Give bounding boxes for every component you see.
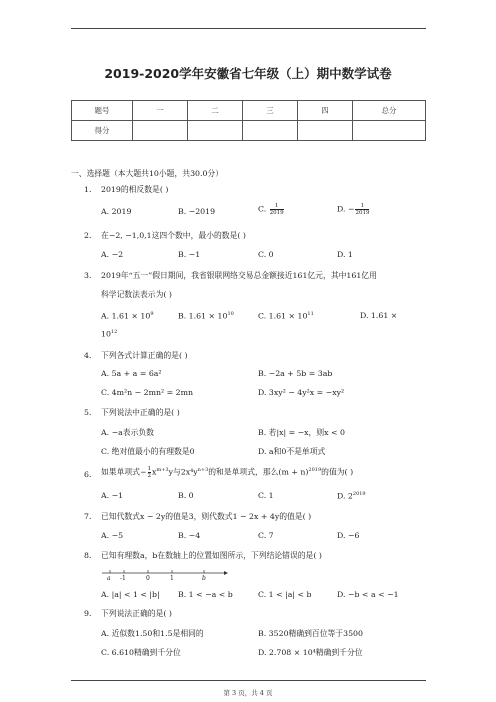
nl-label-0: 0 bbox=[146, 575, 150, 582]
question-text: 下列各式计算正确的是( ) bbox=[101, 351, 188, 360]
exponent: m+3 bbox=[156, 467, 169, 473]
fraction-numerator: 1 bbox=[147, 466, 152, 473]
question-text: 在−2, −1,0,1这四个数中，最小的数是( ) bbox=[101, 231, 246, 240]
table-cell: 题号 bbox=[72, 101, 133, 121]
option-b: B. 3520精确到百位等于3500 bbox=[258, 629, 363, 638]
exponent: n+3 bbox=[197, 467, 209, 473]
tick-marks bbox=[110, 570, 204, 573]
option-a: A. −5 bbox=[101, 531, 124, 540]
nl-label-a: a bbox=[107, 575, 111, 582]
option-d: D. a和0不是单项式 bbox=[258, 447, 326, 456]
question-text: 2019年“五一”假日期间，我省银联网络交易总金额接近161亿元，其中161亿用 bbox=[101, 271, 377, 280]
table-cell: 二 bbox=[188, 101, 243, 121]
page-footer: 第 3 页，共 4 页 bbox=[223, 689, 273, 697]
question-text: 下列说法中正确的是( ) bbox=[101, 408, 180, 417]
table-cell: 四 bbox=[298, 101, 353, 121]
exponent: 2019 bbox=[352, 491, 366, 497]
question-number: 1. bbox=[84, 185, 92, 194]
option-c: C. 1 bbox=[258, 491, 274, 500]
table-cell bbox=[133, 121, 188, 141]
question-number: 7. bbox=[84, 512, 92, 521]
table-cell bbox=[353, 121, 426, 141]
option-b-label: B. 1.61 × 10 bbox=[178, 311, 228, 321]
option-b: B. −1 bbox=[178, 250, 201, 259]
option-c-label: C. bbox=[258, 204, 269, 214]
option-d-label: D. − bbox=[337, 204, 355, 214]
table-cell: 总分 bbox=[353, 101, 426, 121]
table-row bbox=[72, 101, 426, 121]
option-a: A. −2 bbox=[101, 250, 124, 259]
exponent: 9 bbox=[150, 311, 154, 317]
option-c: C. 7 bbox=[258, 531, 274, 540]
table-cell: 三 bbox=[243, 101, 298, 121]
option-b: B. −4 bbox=[178, 531, 201, 540]
fraction bbox=[270, 203, 284, 216]
option-b: B. −2019 bbox=[178, 207, 216, 216]
q6-text-post: y与2x⁴y bbox=[168, 467, 198, 477]
exponent: 11 bbox=[307, 311, 314, 317]
q6-text-fin: 的值为( ) bbox=[321, 467, 354, 477]
fraction-denominator: 2 bbox=[147, 473, 152, 480]
table-cell bbox=[243, 121, 298, 141]
nl-label-1: 1 bbox=[170, 575, 174, 582]
question-number: 4. bbox=[84, 351, 92, 360]
option-a: A. −a表示负数 bbox=[101, 428, 154, 437]
table-cell: 得分 bbox=[72, 121, 133, 141]
question-number: 8. bbox=[84, 551, 92, 560]
question-number: 3. bbox=[84, 271, 92, 280]
fraction-numerator: 1 bbox=[274, 203, 279, 209]
nl-label-neg1: -1 bbox=[120, 575, 126, 582]
question-text: 已知代数式x − 2y的值是3，则代数式1 − 2x + 4y的值是( ) bbox=[101, 512, 312, 521]
question-text: 下列说法正确的是( ) bbox=[101, 609, 172, 618]
table-cell bbox=[188, 121, 243, 141]
option-b bbox=[178, 311, 234, 321]
option-c bbox=[258, 311, 314, 321]
exponent: 12 bbox=[110, 329, 118, 335]
option-d-tail: 10 bbox=[101, 329, 111, 339]
option-c: C. 6.610精确到千分位 bbox=[101, 648, 181, 657]
option-d-cont bbox=[101, 329, 117, 339]
question-text bbox=[101, 465, 353, 479]
option-d: D. −6 bbox=[337, 531, 360, 540]
nl-label-b: b bbox=[202, 575, 206, 582]
option-a bbox=[101, 311, 154, 321]
page-title: 2019-2020学年安徽省七年级（上）期中数学试卷 bbox=[104, 66, 392, 81]
top-rule bbox=[71, 28, 426, 29]
option-d bbox=[337, 491, 366, 501]
option-a: A. |a| < 1 < |b| bbox=[101, 590, 160, 599]
option-d: D. −b < a < −1 bbox=[337, 590, 399, 599]
option-d: D. 1.61 × bbox=[360, 311, 398, 320]
option-b: B. 0 bbox=[178, 491, 194, 500]
arrow-icon bbox=[224, 571, 228, 575]
option-b: B. −2a + 5b = 3ab bbox=[258, 369, 333, 378]
option-d: D. 3xy² − 4y²x = −xy² bbox=[258, 388, 345, 397]
option-a-label: A. 1.61 × 10 bbox=[101, 311, 151, 321]
table-cell bbox=[298, 121, 353, 141]
option-c bbox=[258, 203, 285, 216]
option-c: C. 4m²n − 2mn² = 2mn bbox=[101, 388, 194, 397]
fraction-denominator: 2019 bbox=[269, 210, 284, 216]
question-number: 6. bbox=[84, 470, 92, 479]
question-number: 2. bbox=[84, 231, 92, 240]
option-d: D. 2.708 × 10⁴精确到千分位 bbox=[258, 648, 363, 657]
option-c: C. 0 bbox=[258, 250, 274, 259]
option-b: B. 若|x| = −x，则x < 0 bbox=[258, 428, 345, 437]
option-c: C. 1 < |a| < b bbox=[258, 590, 312, 599]
table-row bbox=[72, 121, 426, 141]
table-cell: 一 bbox=[133, 101, 188, 121]
question-text-cont: 科学记数法表示为( ) bbox=[101, 290, 172, 299]
option-d-label: D. 2 bbox=[337, 491, 353, 501]
option-b: B. 1 < −a < b bbox=[178, 590, 233, 599]
fraction bbox=[148, 466, 152, 479]
section-heading: 一、选择题（本大题共10小题，共30.0分） bbox=[71, 169, 224, 178]
option-a: A. 2019 bbox=[101, 207, 132, 216]
question-text: 2019的相反数是( ) bbox=[101, 185, 169, 194]
fraction-denominator: 2019 bbox=[355, 210, 370, 216]
exponent: 10 bbox=[227, 311, 234, 317]
option-d bbox=[337, 203, 370, 216]
option-a: A. −1 bbox=[101, 491, 124, 500]
question-number: 5. bbox=[84, 408, 92, 417]
score-table bbox=[71, 100, 426, 141]
question-number: 9. bbox=[84, 609, 92, 618]
fraction-numerator: 1 bbox=[360, 203, 365, 209]
option-a: A. 近似数1.50和1.5是相同的 bbox=[101, 629, 204, 638]
option-a: A. 5a + a = 6a² bbox=[101, 369, 162, 378]
bottom-rule bbox=[71, 680, 426, 681]
q6-text-pre: 如果单项式− bbox=[101, 467, 147, 477]
q6-text-mid: x bbox=[152, 467, 157, 477]
option-c-label: C. 1.61 × 10 bbox=[258, 311, 308, 321]
option-c: C. 绝对值最小的有理数是0 bbox=[101, 447, 195, 456]
fraction bbox=[355, 203, 369, 216]
q6-text-end: 的和是单项式，那么(m + n) bbox=[208, 467, 309, 477]
question-text: 已知有理数a，b在数轴上的位置如图所示，下列结论错误的是( ) bbox=[101, 551, 322, 560]
exponent: 2019 bbox=[308, 467, 322, 473]
option-d: D. 1 bbox=[337, 250, 353, 259]
